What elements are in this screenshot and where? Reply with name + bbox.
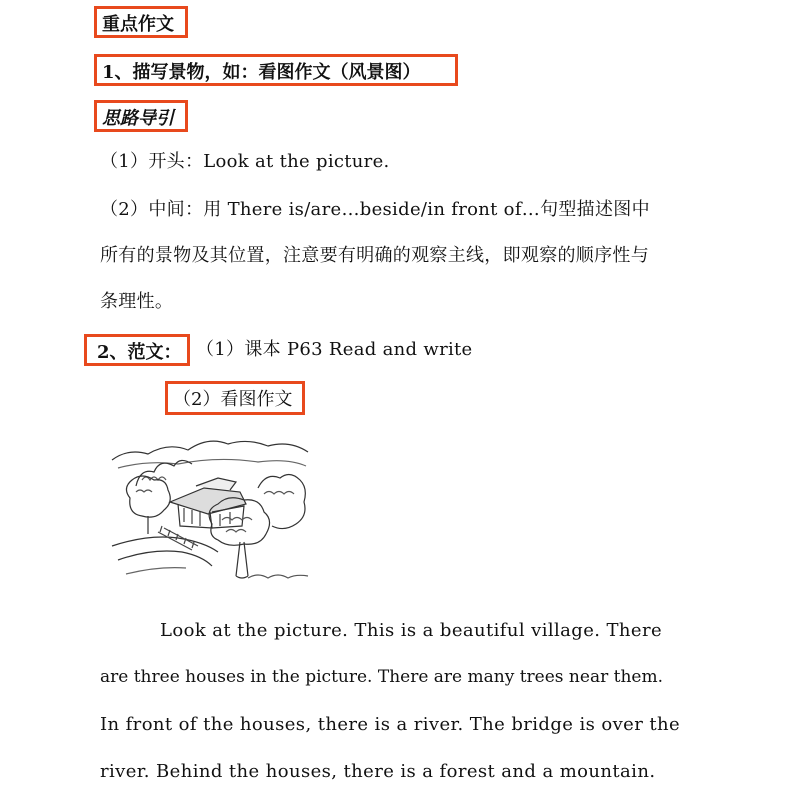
key-essay-heading: 重点作文 [102,14,174,35]
section2-item-2: （2）看图作文 [173,389,293,410]
sample-essay-line-3: In front of the houses, there is a river. The bridge is over the [100,714,681,735]
section1-title: 1、描写景物，如：看图作文（风景图） [102,62,421,83]
sample-essay-line-1: Look at the picture. This is a beautiful village. There [160,620,663,641]
sample-essay-line-2: are three houses in the picture. There are many trees near them. [100,667,663,687]
section1-title-box [94,54,458,86]
section2-label: 2、范文： [97,342,182,363]
section2-item-1: （1）课本 P63 Read and write [196,339,473,360]
section2-label-box [84,334,190,366]
guide-step-2-line-3: 条理性。 [100,291,174,312]
guide-step-2-line-2: 所有的景物及其位置，注意要有明确的观察主线，即观察的顺序性与 [100,245,649,266]
section2-item-2-box [165,381,305,415]
key-essay-heading-box [94,6,188,38]
thinking-guide-heading: 思路导引 [102,108,174,129]
guide-step-2-line-1: （2）中间：用 There is/are…beside/in front of…句型描述图中 [100,199,650,220]
village-landscape-illustration [108,428,312,588]
sample-essay-line-4: river. Behind the houses, there is a forest and a mountain. [100,761,656,782]
guide-step-1: （1）开头：Look at the picture. [100,151,390,172]
sample-essay [100,607,740,795]
thinking-guide-box [94,100,188,132]
